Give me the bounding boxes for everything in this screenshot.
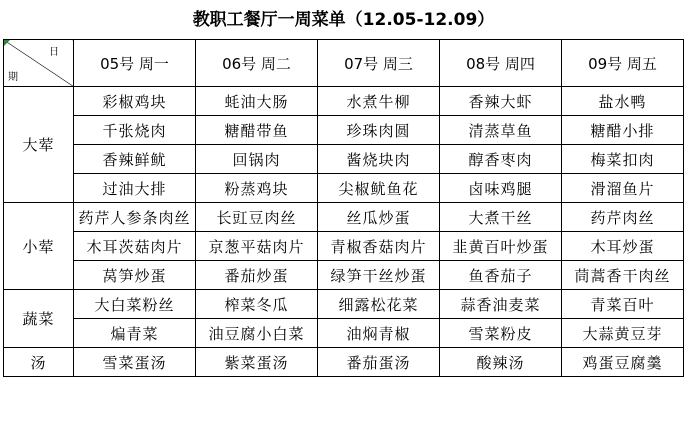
corner-label-day: 日 bbox=[49, 47, 59, 58]
dish-cell: 酸辣汤 bbox=[440, 348, 562, 377]
day-header: 09号 周五 bbox=[562, 40, 684, 87]
day-header: 05号 周一 bbox=[74, 40, 196, 87]
dish-cell: 莴笋炒蛋 bbox=[74, 261, 196, 290]
dish-cell: 滑溜鱼片 bbox=[562, 174, 684, 203]
dish-cell: 香辣大虾 bbox=[440, 87, 562, 116]
dish-cell: 油焖青椒 bbox=[318, 319, 440, 348]
dish-cell: 糖醋带鱼 bbox=[196, 116, 318, 145]
dish-cell: 糖醋小排 bbox=[562, 116, 684, 145]
day-header: 07号 周三 bbox=[318, 40, 440, 87]
dish-cell: 大蒜黄豆芽 bbox=[562, 319, 684, 348]
dish-cell: 长豇豆肉丝 bbox=[196, 203, 318, 232]
dish-cell: 雪菜蛋汤 bbox=[74, 348, 196, 377]
dish-cell: 茼蒿香干肉丝 bbox=[562, 261, 684, 290]
dish-cell: 丝瓜炒蛋 bbox=[318, 203, 440, 232]
table-row bbox=[4, 116, 684, 145]
dish-cell: 千张烧肉 bbox=[74, 116, 196, 145]
dish-cell: 木耳茨菇肉片 bbox=[74, 232, 196, 261]
dish-cell: 蚝油大肠 bbox=[196, 87, 318, 116]
dish-cell: 过油大排 bbox=[74, 174, 196, 203]
dish-cell: 回锅肉 bbox=[196, 145, 318, 174]
category-label: 蔬菜 bbox=[4, 290, 74, 348]
day-header: 06号 周二 bbox=[196, 40, 318, 87]
dish-cell: 绿笋干丝炒蛋 bbox=[318, 261, 440, 290]
dish-cell: 粉蒸鸡块 bbox=[196, 174, 318, 203]
dish-cell: 京葱平菇肉片 bbox=[196, 232, 318, 261]
table-row bbox=[4, 174, 684, 203]
dish-cell: 水煮牛柳 bbox=[318, 87, 440, 116]
weekly-menu-table bbox=[3, 39, 684, 377]
table-row bbox=[4, 290, 684, 319]
dish-cell: 煸青菜 bbox=[74, 319, 196, 348]
date-corner-cell bbox=[4, 40, 74, 87]
dish-cell: 紫菜蛋汤 bbox=[196, 348, 318, 377]
table-header-row bbox=[4, 40, 684, 87]
dish-cell: 酱烧块肉 bbox=[318, 145, 440, 174]
dish-cell: 雪菜粉皮 bbox=[440, 319, 562, 348]
dish-cell: 药芹人参条肉丝 bbox=[74, 203, 196, 232]
table-row bbox=[4, 87, 684, 116]
table-row bbox=[4, 145, 684, 174]
dish-cell: 番茄蛋汤 bbox=[318, 348, 440, 377]
cell-marker-icon bbox=[4, 40, 10, 46]
category-label: 大荤 bbox=[4, 87, 74, 203]
dish-cell: 大煮干丝 bbox=[440, 203, 562, 232]
dish-cell: 药芹肉丝 bbox=[562, 203, 684, 232]
dish-cell: 蒜香油麦菜 bbox=[440, 290, 562, 319]
day-header: 08号 周四 bbox=[440, 40, 562, 87]
dish-cell: 韭黄百叶炒蛋 bbox=[440, 232, 562, 261]
table-row bbox=[4, 232, 684, 261]
dish-cell: 油豆腐小白菜 bbox=[196, 319, 318, 348]
table-row bbox=[4, 319, 684, 348]
dish-cell: 醇香枣肉 bbox=[440, 145, 562, 174]
dish-cell: 梅菜扣肉 bbox=[562, 145, 684, 174]
dish-cell: 青椒香菇肉片 bbox=[318, 232, 440, 261]
dish-cell: 鸡蛋豆腐羹 bbox=[562, 348, 684, 377]
dish-cell: 番茄炒蛋 bbox=[196, 261, 318, 290]
dish-cell: 香辣鲜鱿 bbox=[74, 145, 196, 174]
dish-cell: 珍珠肉圆 bbox=[318, 116, 440, 145]
dish-cell: 尖椒鱿鱼花 bbox=[318, 174, 440, 203]
corner-label-period: 期 bbox=[8, 72, 18, 83]
dish-cell: 青菜百叶 bbox=[562, 290, 684, 319]
dish-cell: 盐水鸭 bbox=[562, 87, 684, 116]
dish-cell: 木耳炒蛋 bbox=[562, 232, 684, 261]
category-label: 汤 bbox=[4, 348, 74, 377]
category-label: 小荤 bbox=[4, 203, 74, 290]
table-row bbox=[4, 261, 684, 290]
dish-cell: 清蒸草鱼 bbox=[440, 116, 562, 145]
table-row bbox=[4, 203, 684, 232]
dish-cell: 细露松花菜 bbox=[318, 290, 440, 319]
dish-cell: 鱼香茄子 bbox=[440, 261, 562, 290]
dish-cell: 榨菜冬瓜 bbox=[196, 290, 318, 319]
menu-title: 教职工餐厅一周菜单（12.05-12.09） bbox=[192, 10, 495, 30]
dish-cell: 大白菜粉丝 bbox=[74, 290, 196, 319]
table-row bbox=[4, 348, 684, 377]
dish-cell: 卤味鸡腿 bbox=[440, 174, 562, 203]
dish-cell: 彩椒鸡块 bbox=[74, 87, 196, 116]
